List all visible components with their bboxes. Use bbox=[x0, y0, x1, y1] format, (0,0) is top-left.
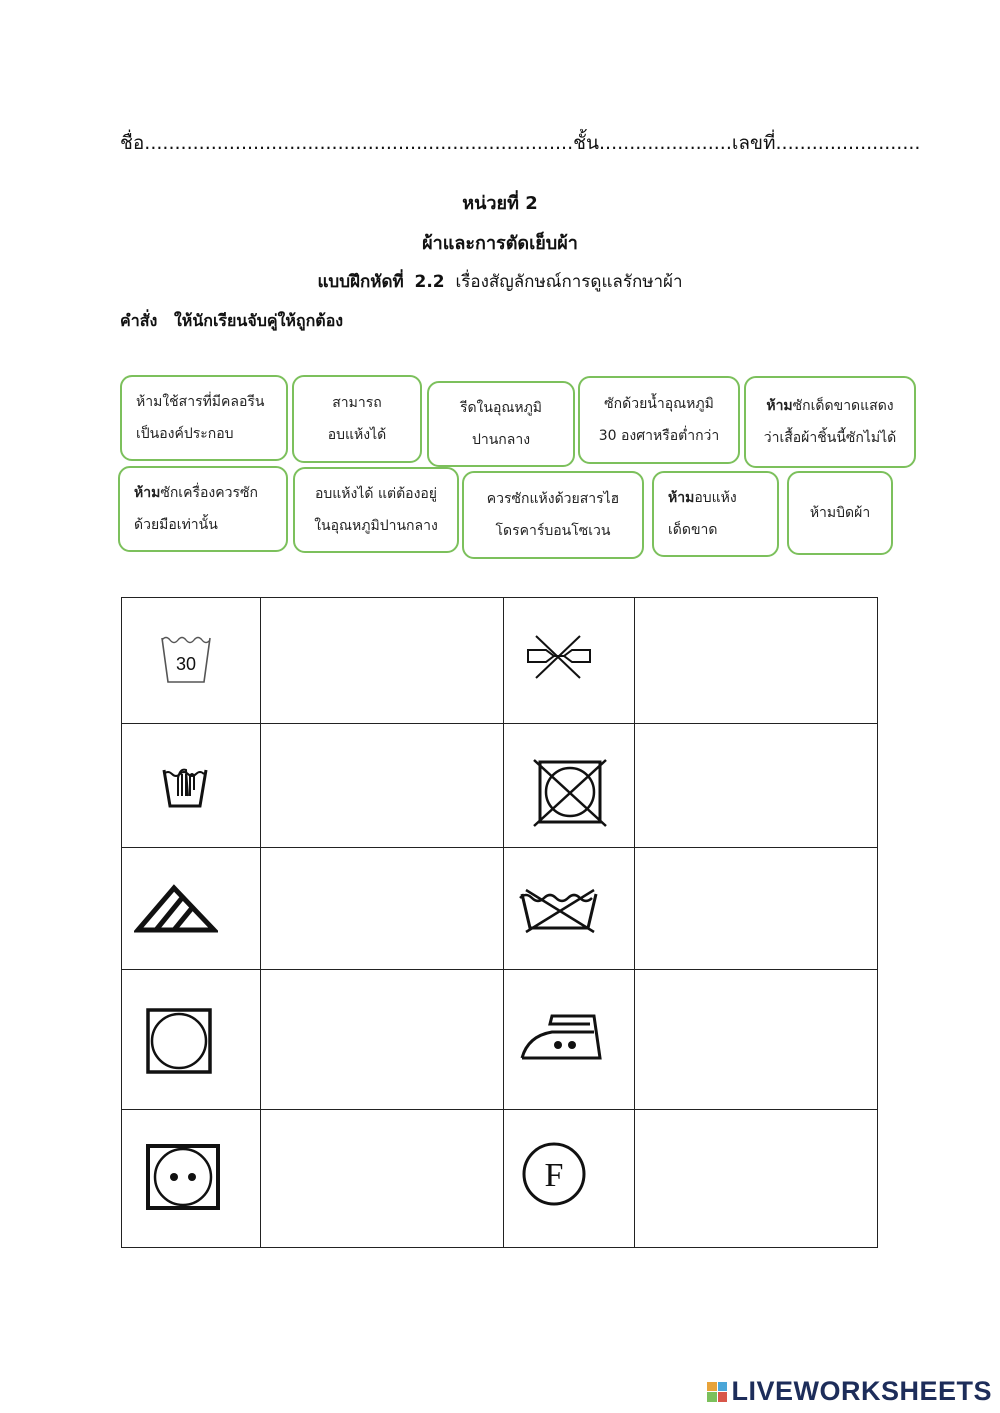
matching-table bbox=[121, 597, 878, 1248]
chip-line: รีดในอุณหภูมิ bbox=[459, 400, 543, 416]
symbol-cell bbox=[122, 598, 261, 724]
symbol-cell bbox=[122, 724, 261, 848]
wash-30-icon bbox=[158, 632, 218, 688]
symbol-cell bbox=[122, 970, 261, 1110]
tumble-dry-icon bbox=[144, 1006, 214, 1076]
answer-chip[interactable] bbox=[744, 376, 916, 468]
chip-text: อบแห้ง bbox=[694, 490, 737, 506]
exercise-label: แบบฝึกหัดที่ bbox=[317, 272, 404, 292]
answer-drop-cell[interactable] bbox=[635, 848, 878, 970]
answer-drop-cell[interactable] bbox=[260, 970, 504, 1110]
liveworksheets-logo-icon bbox=[707, 1382, 727, 1402]
svg-text:F: F bbox=[545, 1157, 564, 1194]
tumble-dry-medium-icon bbox=[144, 1142, 222, 1212]
chip-line: ปานกลาง bbox=[471, 432, 531, 448]
chip-line: 30 องศาหรือต่ำกว่า bbox=[598, 428, 720, 444]
answer-chip[interactable] bbox=[462, 471, 644, 559]
answer-drop-cell[interactable] bbox=[635, 1110, 878, 1248]
answer-drop-cell[interactable] bbox=[260, 598, 504, 724]
unit-title: หน่วยที่ 2 bbox=[462, 193, 538, 214]
chip-line: โดรคาร์บอนโซเวน bbox=[495, 523, 611, 539]
table-row bbox=[122, 970, 878, 1110]
chip-line: ว่าเสื้อผ้าชิ้นนี้ซักไม่ได้ bbox=[763, 430, 897, 446]
do-not-wring-icon bbox=[524, 632, 594, 682]
chip-line bbox=[766, 390, 893, 422]
hand-wash-icon bbox=[158, 760, 218, 812]
symbol-cell bbox=[504, 970, 635, 1110]
answer-chip[interactable] bbox=[578, 376, 740, 464]
symbol-cell bbox=[504, 724, 635, 848]
chip-line: ด้วยมือเท่านั้น bbox=[134, 517, 218, 533]
answer-drop-cell[interactable] bbox=[260, 848, 504, 970]
symbol-cell bbox=[122, 1110, 261, 1248]
chip-bold: ห้าม bbox=[668, 490, 695, 506]
do-not-tumble-dry-icon bbox=[530, 756, 610, 830]
chip-line: เด็ดขาด bbox=[668, 522, 718, 538]
answer-drop-cell[interactable] bbox=[635, 970, 878, 1110]
answer-chip[interactable] bbox=[292, 375, 422, 463]
chip-line: ห้ามบิดผ้า bbox=[809, 505, 871, 521]
chip-line: ในอุณหภูมิปานกลาง bbox=[314, 518, 438, 534]
subject-title: ผ้าและการตัดเย็บผ้า bbox=[422, 233, 578, 254]
answer-chip[interactable] bbox=[293, 467, 459, 553]
table-row bbox=[122, 598, 878, 724]
chip-line: อบแห้งได้ bbox=[327, 427, 387, 443]
answer-chip[interactable] bbox=[787, 471, 893, 555]
no-chlorine-bleach-icon bbox=[134, 882, 218, 934]
svg-text:30: 30 bbox=[175, 654, 197, 674]
liveworksheets-brand bbox=[707, 1376, 992, 1407]
instruction-text: คำสั่ง ให้นักเรียนจับคู่ให้ถูกต้อง bbox=[120, 311, 344, 330]
do-not-wash-icon bbox=[514, 884, 604, 934]
chip-line bbox=[134, 477, 272, 509]
chip-text: ซักเครื่องควรซัก bbox=[160, 485, 258, 501]
chip-line: ห้ามใช้สารที่มีคลอรีน bbox=[136, 394, 265, 410]
dry-clean-f-icon bbox=[520, 1140, 592, 1212]
answer-drop-cell[interactable] bbox=[635, 598, 878, 724]
chip-line: ควรซักแห้งด้วยสารไฮ bbox=[486, 491, 620, 507]
table-row bbox=[122, 1110, 878, 1248]
answer-chip[interactable] bbox=[120, 375, 288, 461]
iron-medium-icon bbox=[518, 1010, 606, 1064]
answer-drop-cell[interactable] bbox=[260, 1110, 504, 1248]
answer-chip[interactable] bbox=[118, 466, 288, 552]
table-row bbox=[122, 848, 878, 970]
chip-text: ซักเด็ดขาดแสดง bbox=[792, 398, 894, 414]
exercise-number: 2.2 bbox=[414, 272, 445, 292]
chip-line: สามารถ bbox=[332, 395, 382, 411]
chip-line: ซักด้วยน้ำอุณหภูมิ bbox=[604, 396, 714, 412]
answer-drop-cell[interactable] bbox=[635, 724, 878, 848]
chip-line: อบแห้งได้ แต่ต้องอยู่ bbox=[314, 486, 438, 502]
student-info-line: ชื่อ.......................................................................ชั้น......................เลขที่........................ bbox=[120, 132, 921, 154]
chip-bold: ห้าม bbox=[766, 398, 793, 414]
chip-line: เป็นองค์ประกอบ bbox=[136, 426, 234, 442]
symbol-cell bbox=[504, 848, 635, 970]
chip-bold: ห้าม bbox=[134, 485, 161, 501]
answer-drop-cell[interactable] bbox=[260, 724, 504, 848]
answer-chip[interactable] bbox=[652, 471, 779, 557]
exercise-heading bbox=[0, 268, 1000, 295]
exercise-topic: เรื่องสัญลักษณ์การดูแลรักษาผ้า bbox=[455, 272, 683, 292]
symbol-cell bbox=[504, 1110, 635, 1248]
chip-line bbox=[668, 482, 763, 514]
brand-text: LIVEWORKSHEETS bbox=[731, 1376, 992, 1406]
symbol-cell bbox=[122, 848, 261, 970]
table-row bbox=[122, 724, 878, 848]
symbol-cell bbox=[504, 598, 635, 724]
answer-chip[interactable] bbox=[427, 381, 575, 467]
